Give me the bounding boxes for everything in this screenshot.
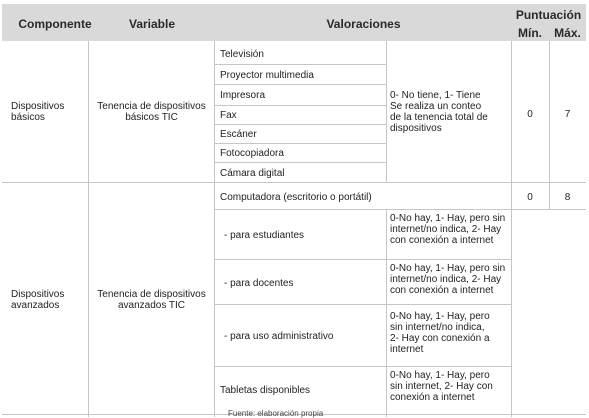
componente-avanzados [11,289,87,311]
valoracion-basicos [390,90,508,134]
cell-text: internet/no indica, 2- Hay [390,224,502,235]
grid-line [386,41,387,182]
cell-text: 0- No tiene, 1- Tiene [390,90,481,101]
grid-line [214,84,386,85]
min-basicos: 0 [527,109,533,120]
cell-text: 0-No hay, 1- Hay, pero [390,370,490,381]
cell-text: internet [390,344,424,355]
cell-text: Dispositivos [11,101,65,112]
cell-text: dispositivos [390,123,442,134]
item-television: Televisión [220,49,264,60]
grid-line [511,41,512,417]
variable-avanzados [89,289,214,311]
header-puntuacion: Puntuación [515,8,582,22]
cell-text: internet/no indica, 2- Hay [390,274,502,285]
item-escaner: Escáner [220,129,257,140]
grid-line [88,41,89,417]
valoracion-tabletas [390,370,510,403]
item-fax: Fax [220,110,237,121]
valoracion-estudiantes [390,213,510,246]
grid-line [214,143,386,144]
header-variable: Variable [128,17,176,31]
cell-text: Tenencia de dispositivos [97,101,206,112]
max-avanzados: 8 [564,192,571,203]
valoracion-administrativo [390,311,510,355]
cell-text: de la tenencia total de [390,112,488,123]
cell-text: básicos TIC [125,112,178,123]
min-avanzados: 0 [527,192,533,203]
grid-line [386,209,387,417]
item-impresora: Impresora [220,90,266,101]
cell-text: con conexión a internet [390,285,494,296]
header-valoraciones: Valoraciones [326,17,401,31]
cell-text: sin internet, 2- Hay con [390,381,493,392]
cell-text: 0-No hay, 1- Hay, pero [390,311,490,322]
componente-basicos [11,101,87,123]
header-componente: Componente [18,17,92,31]
cell-text: conexión a internet [390,392,475,403]
grid-line [214,41,215,417]
source-note: Fuente: elaboración propia [228,409,324,418]
cell-text: Se realiza un conteo [390,101,482,112]
max-basicos: 7 [564,109,571,120]
cell-text: avanzados [11,300,60,311]
cell-text: avanzados TIC [117,300,186,311]
cell-text: 0-No hay, 1- Hay, pero sin [390,263,506,274]
grid-line [214,105,386,106]
valoracion-docentes [390,263,510,296]
grid-line [214,162,386,163]
grid-line [214,64,386,65]
item-proyector: Proyector multimedia [220,70,314,81]
item-docentes: - para docentes [224,278,294,289]
grid-line [214,304,511,305]
variable-basicos [89,101,214,123]
cell-text: con conexión a internet [390,235,494,246]
item-camara: Cámara digital [220,168,285,179]
header-min: Mín. [518,26,542,40]
item-fotocopiadora: Fotocopiadora [220,148,284,159]
header-max: Máx. [554,26,581,40]
item-administrativo: - para uso administrativo [224,331,334,342]
cell-text: 2- Hay con conexión a [390,333,490,344]
grid-line [214,366,511,367]
cell-text: Dispositivos [11,289,65,300]
cell-text: Tenencia de dispositivos [97,289,206,300]
grid-line [214,124,386,125]
item-estudiantes: - para estudiantes [224,230,305,241]
grid-line [214,259,511,260]
item-computadora: Computadora (escritorio o portátil) [220,192,372,203]
grid-line [549,41,550,209]
item-tabletas: Tabletas disponibles [220,385,311,396]
cell-text: sin internet/no indica, [390,322,485,333]
cell-text: 0-No hay, 1- Hay, pero sin [390,213,506,224]
cell-text: básicos [11,112,45,123]
grid-line [2,182,586,183]
grid-line [214,209,586,210]
